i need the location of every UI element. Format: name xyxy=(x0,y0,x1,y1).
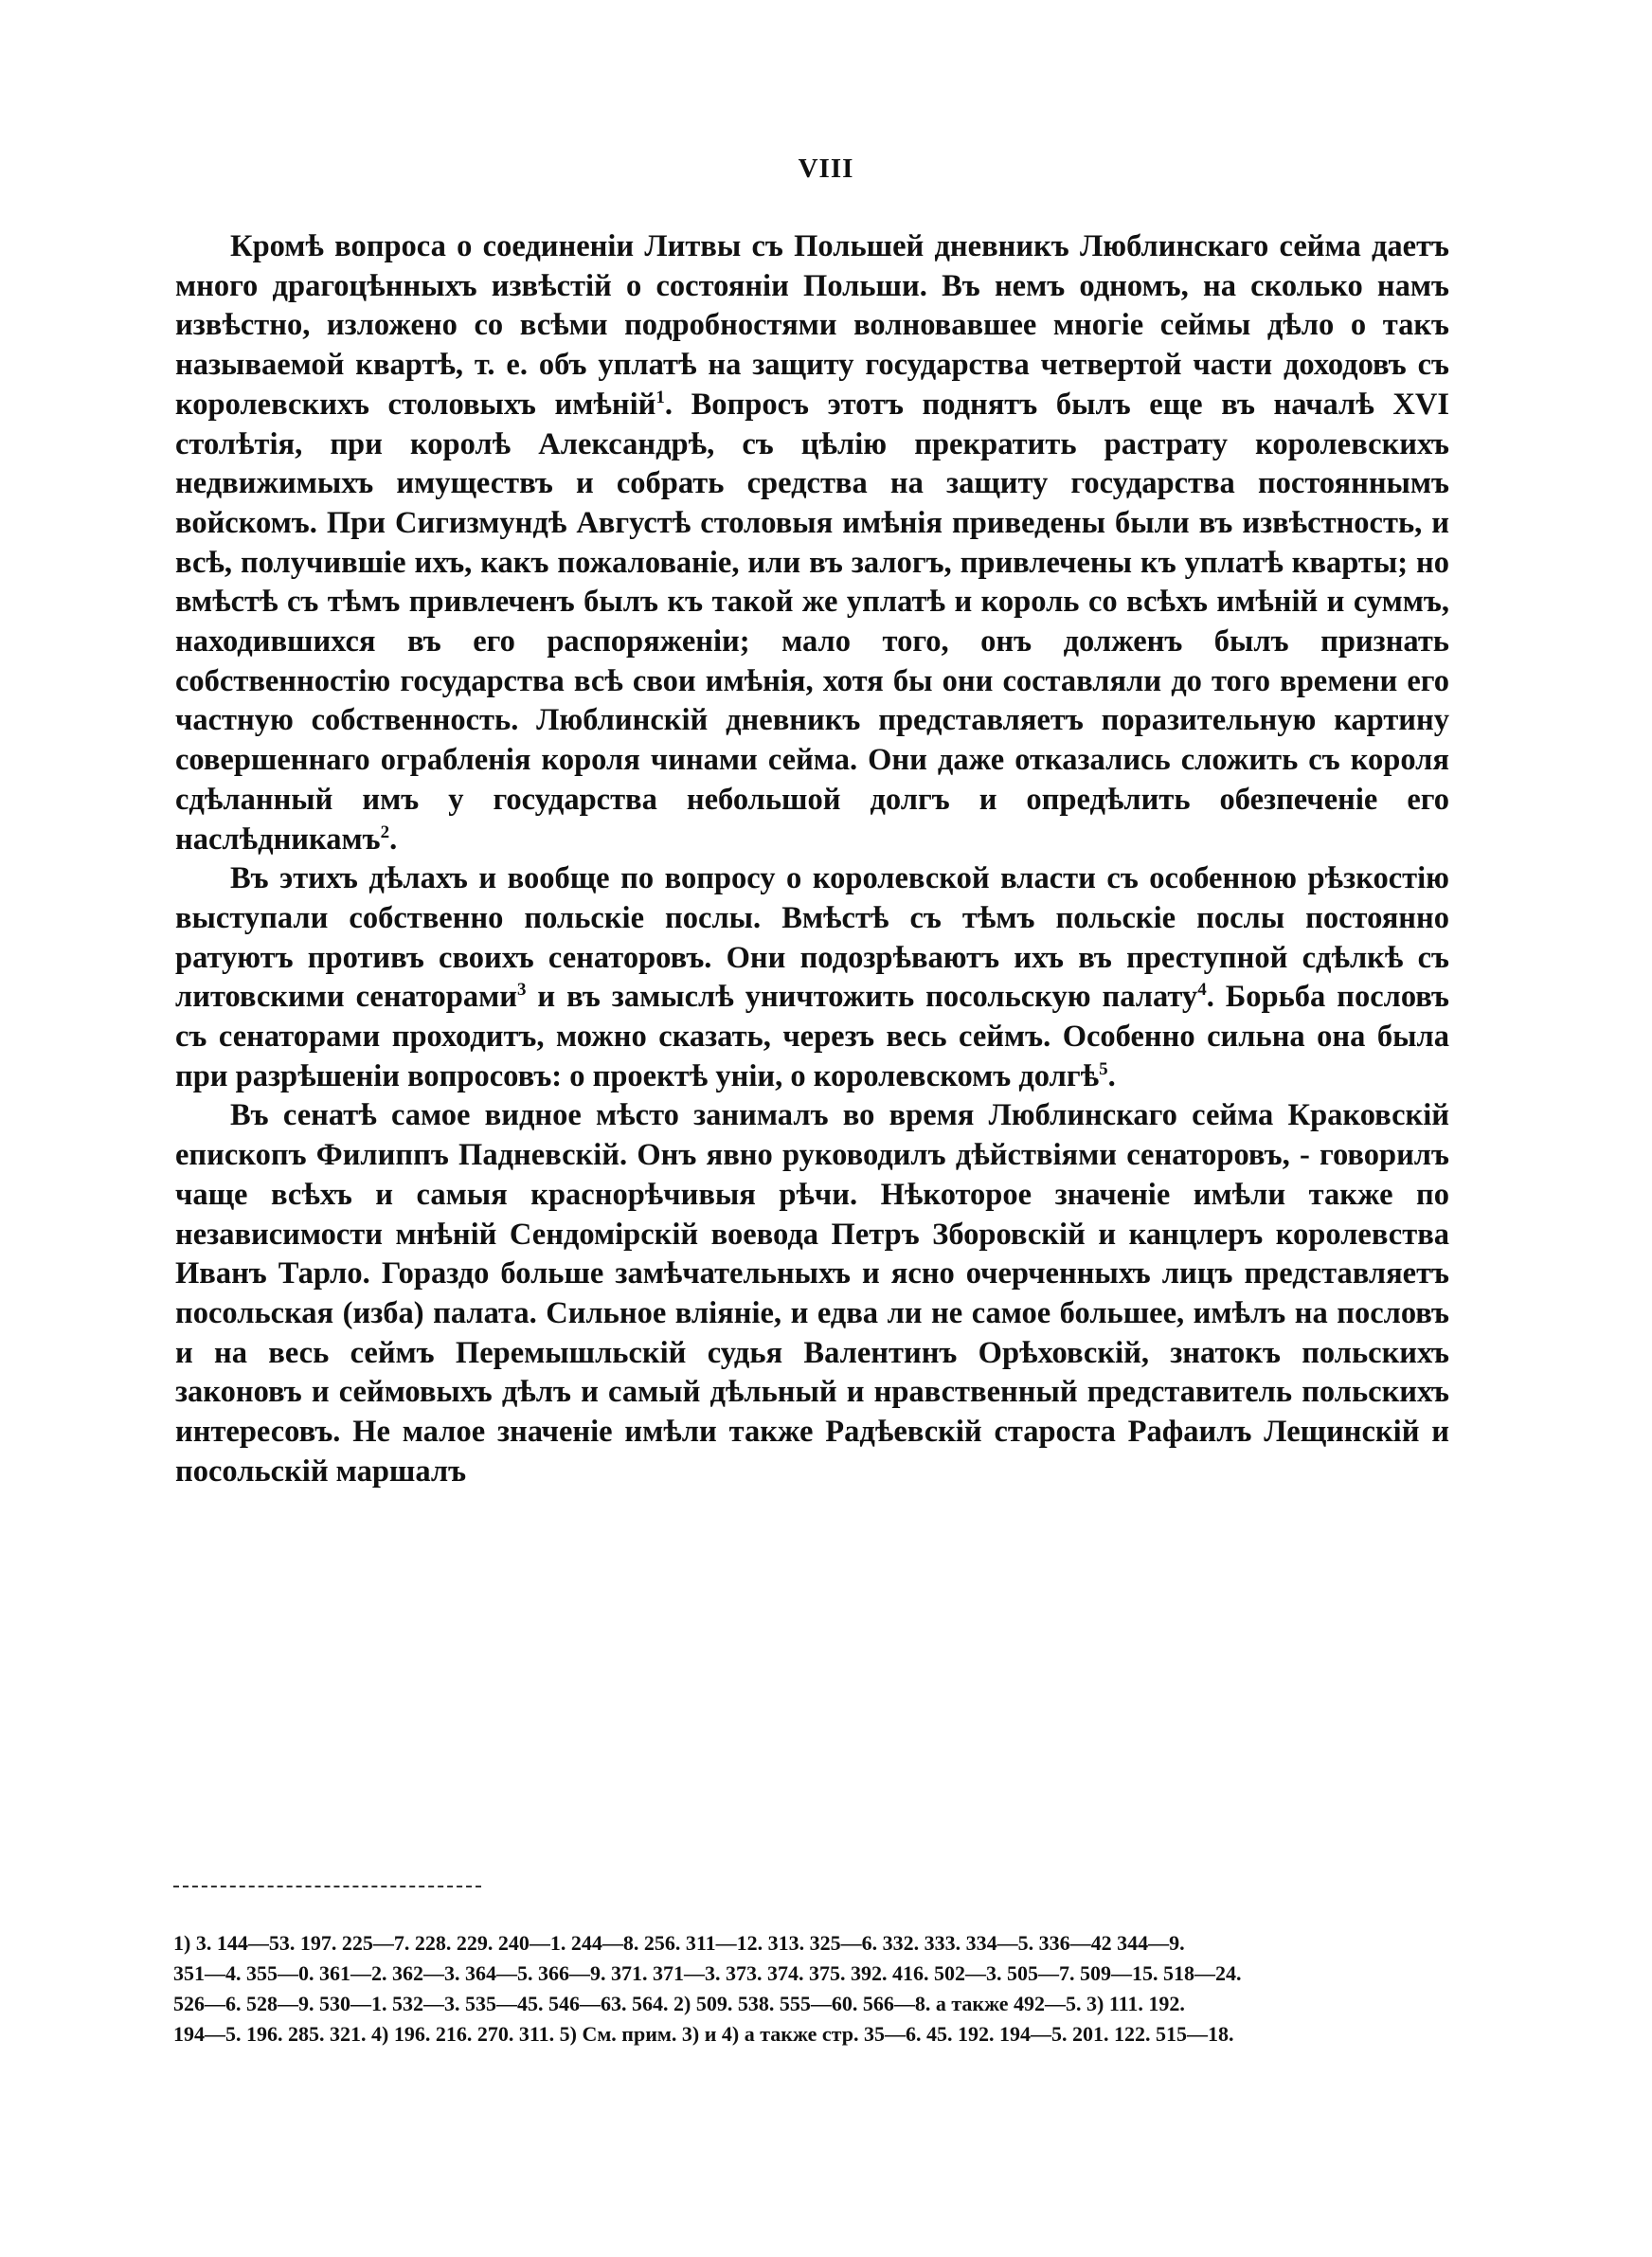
page-number: VIII xyxy=(798,153,854,184)
paragraph-text: . Борьба пословъ съ сенаторами проходитъ, можно сказать, черезъ весь сеймъ. Особенно сильна она была при разрѣшеніи вопросовъ: о проектѣ уніи, о королевскомъ долгѣ xyxy=(175,980,1449,1093)
footnote-line: 526—6. 528—9. 530—1. 532—3. 535—45. 546—63. 564. 2) 509. 538. 555—60. 566—8. а также 492—5. 3) 111. 192. xyxy=(173,1992,1185,2015)
body-text xyxy=(175,227,1449,1492)
footnote-ref-2: 2 xyxy=(380,822,390,842)
paragraph-text: Въ сенатѣ самое видное мѣсто занималъ во время Люблинскаго сейма Краковскій епископъ Филиппъ Падневскій. Онъ явно руководилъ дѣйствіями сенаторовъ, - говорилъ чаще всѣхъ и самыя краснорѣчивыя рѣчи. Нѣкоторое значеніе имѣли также по независимости мнѣній Сендомірскій воевода Петръ Зборовскій и канцлеръ королевства Иванъ Тарло. Гораздо больше замѣчательныхъ и ясно очерченныхъ лицъ представляетъ посольская (изба) палата. Сильное вліяніе, и едва ли не самое большее, имѣлъ на пословъ и на весь сеймъ Перемышльскій судья Валентинъ Орѣховскій, знатокъ польскихъ законовъ и сеймовыхъ дѣлъ и самый дѣльный и нравственный представитель польскихъ интересовъ. Не малое значеніе имѣли также Радѣевскій староста Рафаилъ Лещинскій и посольскій маршалъ xyxy=(175,1098,1449,1489)
footnote-ref-4: 4 xyxy=(1197,980,1207,1001)
paragraph-text: Кромѣ вопроса о соединеніи Литвы съ Польшей дневникъ Люблинскаго сейма даетъ много драгоцѣнныхъ извѣстій о состояніи Польши. Въ немъ одномъ, на сколько намъ извѣстно, изложено со всѣми подробностями волновавшее многіе сеймы дѣло о такъ называемой квартѣ, т. е. объ уплатѣ на защиту государства четвертой части доходовъ съ королевскихъ столовыхъ имѣній xyxy=(175,229,1449,422)
paragraph-text: . xyxy=(389,822,398,857)
paragraph-3 xyxy=(175,1096,1449,1491)
footnote-ref-3: 3 xyxy=(516,980,527,1001)
paragraph-1 xyxy=(175,227,1449,859)
footnote-line: 1) 3. 144—53. 197. 225—7. 228. 229. 240—1. 244—8. 256. 311—12. 313. 325—6. 332. 333. 334—5. 336—42 344—9. xyxy=(173,1931,1185,1955)
footnote-line: 351—4. 355—0. 361—2. 362—3. 364—5. 366—9. 371. 371—3. 373. 374. 375. 392. 416. 502—3. 505—7. 509—15. 518—24. xyxy=(173,1961,1242,1985)
paragraph-text: и въ замыслѣ уничтожить посольскую палату xyxy=(526,980,1198,1015)
footnotes xyxy=(173,1928,1452,2049)
paragraph-text: . xyxy=(1107,1058,1116,1093)
footnote-ref-1: 1 xyxy=(655,387,665,407)
paragraph-2 xyxy=(175,859,1449,1096)
footnote-separator xyxy=(173,1886,481,1887)
paragraph-text: Въ этихъ дѣлахъ и вообще по вопросу о королевской власти съ особенною рѣзкостію выступали собственно польскіе послы. Вмѣстѣ съ тѣмъ польскіе послы постоянно ратуютъ противъ своихъ сенаторовъ. Они подозрѣваютъ ихъ въ преступной сдѣлкѣ съ литовскими сенаторами xyxy=(175,861,1449,1015)
footnote-ref-5: 5 xyxy=(1099,1058,1108,1079)
footnote-line: 194—5. 196. 285. 321. 4) 196. 216. 270. 311. 5) См. прим. 3) и 4) а также стр. 35—6. 45. 192. 194—5. 201. 122. 515—18. xyxy=(173,2022,1234,2046)
paragraph-text: . Вопросъ этотъ поднятъ былъ еще въ началѣ XVI столѣтія, при королѣ Александрѣ, съ цѣлію прекратить растрату королевскихъ недвижимыхъ имуществъ и собрать средства на защиту государства постояннымъ войскомъ. При Сигизмундѣ Августѣ столовыя имѣнія приведены были въ извѣстность, и всѣ, получившіе ихъ, какъ пожалованіе, или въ залогъ, привлечены къ уплатѣ кварты; но вмѣстѣ съ тѣмъ привлеченъ былъ къ такой же уплатѣ и король со всѣхъ имѣній и суммъ, находившихся въ его распоряженіи; мало того, онъ долженъ былъ признать собственностію государства всѣ свои имѣнія, хотя бы они составляли до того времени его частную собственность. Люблинскій дневникъ представляетъ поразительную картину совершеннаго ограбленія короля чинами сейма. Они даже отказались сложить съ короля сдѣланный имъ у государства небольшой долгъ и опредѣлить обезпеченіе его наслѣдникамъ xyxy=(175,387,1450,857)
